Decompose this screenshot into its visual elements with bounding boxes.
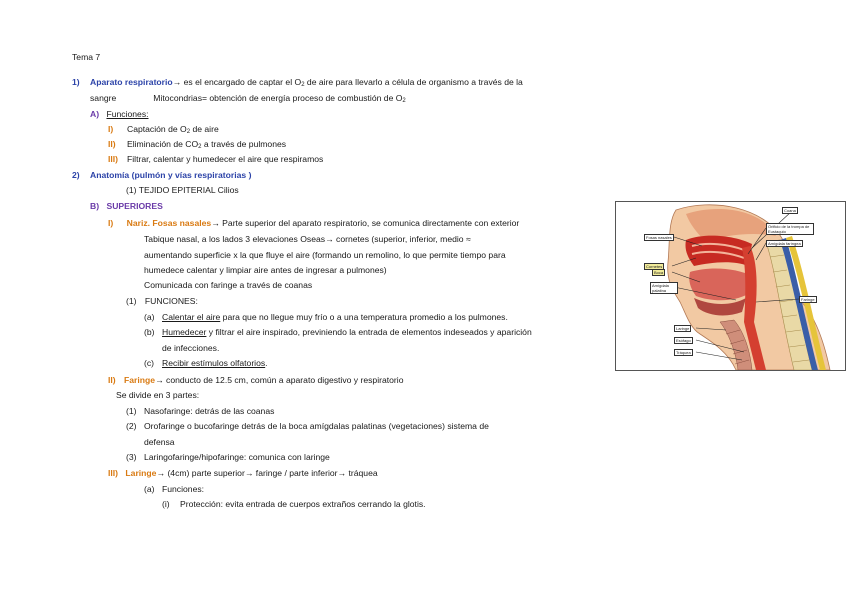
list-item-number: I)	[108, 124, 114, 134]
faringe-part	[126, 452, 330, 463]
nariz-line-3: aumentando superficie x la que fluye el aire (formando un remolino, lo que permite tiempo para	[144, 250, 506, 260]
label-faringe: Faringe	[801, 297, 815, 302]
section-b-heading: SUPERIORES	[106, 201, 163, 211]
faringe-number: II)	[108, 375, 116, 385]
laringe-text-3: tráquea	[346, 468, 378, 478]
function-item	[144, 327, 532, 338]
faringe-part	[126, 421, 489, 432]
list-item-number: III)	[108, 154, 119, 164]
section-a-number: A)	[90, 109, 100, 119]
subscript: 2	[301, 82, 305, 88]
list-item-text	[127, 139, 286, 153]
arrow-icon: →	[155, 375, 164, 385]
list-item-text-after: de aire	[190, 124, 219, 134]
section-b-number: B)	[90, 201, 100, 211]
subscript: 2	[402, 98, 406, 104]
label-fosas-nasales: Fosas nasales	[646, 235, 672, 240]
nariz-line-2-a: Tabique nasal, a los lados 3 elevaciones Oseas	[144, 234, 326, 244]
label-trompa-eustaquio: Orificio de la trompa de Eustaquio	[766, 223, 814, 235]
section-2	[72, 170, 251, 181]
label-laringe: Laringe	[676, 326, 690, 331]
label-cornetes: Cornetes	[646, 264, 663, 269]
label-amigdala-faringea: Amígdala faríngea	[768, 241, 801, 246]
faringe-heading-line	[108, 375, 403, 386]
arrow-icon: →	[211, 218, 220, 228]
arrow-icon: →	[337, 468, 347, 478]
anatomy-figure	[615, 201, 846, 371]
function-item-text: y filtrar el aire inspirado, previniendo la entrada de elementos indeseados y aparición	[206, 327, 532, 337]
faringe-text: conducto de 12.5 cm, común a aparato digestivo y respiratorio	[163, 375, 404, 385]
nariz-text: Parte superior del aparato respiratorio, se comunica directamente con exterior	[219, 218, 520, 228]
function-item-underlined: Humedecer	[162, 327, 207, 337]
list-item	[108, 154, 324, 165]
section-1	[72, 77, 523, 91]
function-item-continuation: de infecciones.	[162, 343, 220, 353]
section-2-sub-1: (1) TEJIDO EPITERIAL Cilios	[126, 185, 239, 195]
section-1-line-2-b: Mitocondrias= obtención de energía proceso de combustión de O	[153, 93, 403, 103]
arrow-icon: →	[156, 468, 166, 478]
arrow-icon: →	[244, 468, 254, 478]
section-a-heading: Funciones:	[106, 109, 149, 119]
label-traquea: Tráquea	[676, 350, 691, 355]
faringe-part	[126, 406, 275, 417]
laringe-number: III)	[108, 468, 119, 478]
laringe-function-text: Protección: evita entrada de cuerpos extraños cerrando la glotis.	[180, 499, 426, 509]
list-item-text-after: a través de pulmones	[201, 139, 287, 149]
subscript: 2	[186, 129, 191, 135]
faringe-divide: Se divide en 3 partes:	[116, 390, 200, 400]
laringe-functions-number: (a)	[144, 484, 155, 494]
faringe-part-number: (3)	[126, 452, 137, 462]
functions-label: FUNCIONES:	[144, 296, 198, 306]
label-esofago: Esófago	[676, 338, 691, 343]
nariz-heading: Nariz. Fosas nasales	[126, 218, 212, 228]
section-1-line-2-a: sangre	[90, 93, 117, 103]
section-1-line-2	[90, 93, 406, 107]
section-1-heading: Aparato respiratorio	[90, 77, 173, 87]
list-item	[108, 139, 287, 150]
page-title: Tema 7	[72, 52, 101, 62]
label-boca: Boca	[654, 270, 664, 275]
section-1-text-2: de aire para llevarlo a célula de organismo a través de la	[304, 77, 523, 87]
list-item-text: Filtrar, calentar y humedecer el aire que respiramos	[127, 154, 324, 164]
laringe-functions-label: Funciones:	[162, 484, 205, 494]
label-amigdala-palatina: Amígdala palatina	[650, 282, 678, 294]
function-item-text: para que no llegue muy frío o a una temperatura promedio a los pulmones.	[220, 312, 508, 322]
label-coana: Coana	[784, 208, 796, 213]
subscript: 2	[198, 144, 202, 150]
faringe-part-continuation: defensa	[144, 437, 175, 447]
laringe-function-number: (i)	[162, 499, 170, 509]
laringe-heading: Laringe	[125, 468, 157, 478]
function-item-number: (a)	[144, 312, 155, 322]
section-a	[90, 109, 149, 120]
laringe-text-2: faringe / parte inferior	[253, 468, 338, 478]
nariz-line-2	[144, 234, 471, 245]
list-item-number: II)	[108, 139, 116, 149]
nariz-number: I)	[108, 218, 114, 228]
function-item-underlined: Calentar el aire	[162, 312, 221, 322]
function-item	[144, 312, 508, 323]
laringe-text: (4cm) parte superior	[165, 468, 245, 478]
list-item	[108, 124, 219, 135]
nariz-line-5: Comunicada con faringe a través de coanas	[144, 280, 313, 290]
list-item-text-main: Captación de O	[127, 124, 187, 134]
section-2-number: 2)	[72, 170, 80, 180]
faringe-part-number: (1)	[126, 406, 137, 416]
laringe-functions-heading	[144, 484, 205, 495]
list-item-text	[127, 124, 219, 138]
arrow-icon: →	[325, 234, 334, 244]
section-1-text: es el encargado de captar el O	[181, 77, 302, 87]
arrow-icon: →	[172, 77, 182, 87]
function-item-underlined: Recibir estímulos olfatorios	[162, 358, 266, 368]
function-item-text: .	[265, 358, 268, 368]
nariz-line-4: humedece calentar y limpiar aire antes de ingresar a pulmones)	[144, 265, 387, 275]
nariz-heading-line	[108, 218, 519, 229]
functions-number: (1)	[126, 296, 137, 306]
laringe-function-item	[162, 499, 426, 510]
nariz-functions-heading	[126, 296, 198, 307]
section-2-heading: Anatomía (pulmón y vías respiratorias )	[90, 170, 252, 180]
faringe-part-text: Nasofaringe: detrás de las coanas	[144, 406, 275, 416]
section-b	[90, 201, 163, 212]
faringe-part-number: (2)	[126, 421, 137, 431]
list-item-text-main: Eliminación de CO	[127, 139, 199, 149]
section-1-number: 1)	[72, 77, 80, 87]
function-item-number: (b)	[144, 327, 155, 337]
function-item	[144, 358, 268, 369]
faringe-part-text: Orofaringe o bucofaringe detrás de la boca amígdalas palatinas (vegetaciones) sistema de	[144, 421, 489, 431]
faringe-part-text: Laringofaringe/hipofaringe: comunica con laringe	[144, 452, 330, 462]
nariz-line-2-b: cornetes (superior, inferior, medio ≈	[333, 234, 471, 244]
function-item-number: (c)	[144, 358, 155, 368]
faringe-heading: Faringe	[124, 375, 156, 385]
laringe-heading-line	[108, 468, 378, 479]
